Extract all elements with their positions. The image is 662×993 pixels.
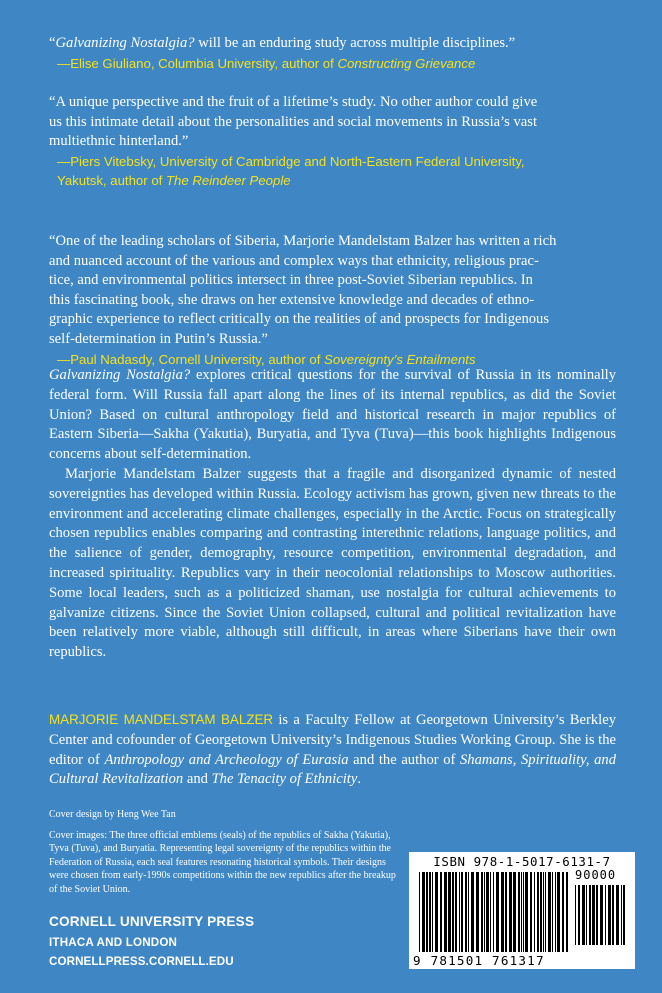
barcode-bar (600, 885, 603, 945)
barcode-bar (429, 872, 431, 952)
barcode-bars-icon (419, 872, 569, 952)
barcode-bar (509, 872, 512, 952)
barcode-bar (432, 872, 433, 952)
endorsement-2-line: “A unique perspective and the fruit of a lifetime’s study. No other author could give (49, 94, 538, 110)
barcode-bar (481, 872, 483, 952)
barcode-bar (562, 872, 564, 952)
barcode-bar (586, 885, 587, 945)
barcode-bar (530, 872, 532, 952)
endorsement-3-line: tice, and environmental politics intersect in three post-Soviet Siberian republics. In (49, 272, 533, 289)
barcode-bar (575, 885, 576, 945)
publisher-name: CORNELL UNIVERSITY PRESS (49, 914, 255, 929)
barcode-bar (589, 885, 591, 945)
author-name: MARJORIE MANDELSTAM BALZER (49, 712, 274, 727)
barcode-bar (501, 872, 504, 952)
barcode-bar (426, 872, 428, 952)
cover-design-credit: Cover design by Heng Wee Tan (49, 809, 176, 820)
endorsement-1 (49, 34, 629, 73)
endorsement-3-line: and nuanced account of the various and complex ways that ethnicity, religious prac- (49, 252, 539, 269)
endorsement-2 (49, 93, 629, 190)
barcode-bar (440, 872, 442, 952)
barcode-bar (596, 885, 598, 945)
barcode-bar (471, 872, 474, 952)
endorsement-3-attribution: —Paul Nadasdy, Cornell University, author of Sovereignty’s Entailments (57, 351, 476, 367)
barcode-digits: 9 781501 761317 (413, 953, 545, 968)
barcode-bar (476, 872, 479, 952)
endorsement-3 (49, 232, 629, 369)
barcode-bar (555, 872, 556, 952)
barcode-bar (540, 872, 542, 952)
barcode-bar (513, 872, 516, 952)
endorsement-3-line: “One of the leading scholars of Siberia, Marjorie Mandelstam Balzer has written a rich (49, 233, 557, 249)
barcode-bar (534, 872, 535, 952)
barcode-bar (465, 872, 467, 952)
barcode-bar (548, 872, 551, 952)
publisher-location: ITHACA AND LONDON (49, 936, 178, 949)
barcode-bar (557, 872, 560, 952)
barcode-bar (461, 872, 463, 952)
publisher-url: CORNELLPRESS.CORNELL.EDU (49, 955, 234, 968)
barcode-bar (518, 872, 520, 952)
barcode-bar (552, 872, 553, 952)
barcode-bar (545, 872, 546, 952)
barcode-bar (608, 885, 611, 945)
barcode-bar (543, 872, 544, 952)
barcode-bar (486, 872, 489, 952)
barcode-bar (455, 872, 457, 952)
endorsement-1-text: “Galvanizing Nostalgia? will be an enduring study across multiple disciplines.” (49, 35, 516, 51)
barcode-addon-bars-icon (575, 885, 627, 945)
barcode-bar (521, 872, 522, 952)
isbn-number: ISBN 978-1-5017-6131-7 (433, 854, 611, 869)
barcode-bar (459, 872, 460, 952)
barcode-bar (537, 872, 539, 952)
barcode-bar (484, 872, 485, 952)
barcode-bar (621, 885, 622, 945)
book-description (49, 366, 616, 663)
endorsement-1-attribution: —Elise Giuliano, Columbia University, author of Constructing Grievance (57, 55, 476, 71)
barcode-bar (493, 872, 494, 952)
barcode-bar (578, 885, 580, 945)
description-paragraph-1: Galvanizing Nostalgia? explores critical questions for the survival of Russia in its nominally federal form. Will Russia fall apart along the lines of its internal republics, as did the Soviet Union? Based on cultural anthropology field and historical research in major republics of Eastern Siberia—Sakha (Yakutia), Buryatia, and Tyva (Tuva)—this book highlights Indigenous concerns about self-determination. (49, 367, 616, 463)
barcode-bar (605, 885, 606, 945)
description-paragraph-2: Marjorie Mandelstam Balzer suggests that a fragile and disorganized dynamic of nested sovereignties has developed within Russia. Ecology activism has grown, given new threats to the environment and accelerating climate challenges, especially in the Arctic. Focus on strategically chosen republics enables comparing and contrasting interethnic relations, language politics, and the salience of gender, demography, resource competition, environmental degradation, and increased spirituality. Republics vary in their neocolonial relationships to Moscow authorities. Some local leaders, such as a politicized shaman, use nostalgia for cultural achievements to galvanize citizens. Since the Soviet Union collapsed, cultural and political revitalization have been relatively more viable, although still difficult, in areas where Siberians have their own republics. (49, 465, 617, 661)
cover-images-credit: Cover images: The three official emblems (seals) of the republics of Sakha (Yakutia), Tyva (Tuva), and Buryatia. Representing legal sovereignty of the republics within the Federation of Russia, each seal features resonating historical symbols. Their designs were chosen from early-1990s competitions within the new republics after the breakup of the Soviet Union. (49, 830, 396, 895)
endorsement-3-line: self-determination in Putin’s Russia.” (49, 330, 268, 347)
barcode-bar (623, 885, 625, 945)
barcode-bar (435, 872, 438, 952)
barcode-bar (523, 872, 524, 952)
barcode-bar (490, 872, 491, 952)
barcode-bar (525, 872, 528, 952)
endorsement-3-line: graphic experience to reflect critically on the realities of and prospects for Indigenous (49, 311, 550, 328)
barcode-bar (496, 872, 499, 952)
barcode-bar (422, 872, 425, 952)
endorsement-2-attribution: —Piers Vitebsky, University of Cambridge and North-Eastern Federal University, Yakutsk, author of The Reindeer People (57, 153, 525, 188)
endorsement-2-line: us this intimate detail about the personalities and social movements in Russia’s vast (49, 113, 537, 130)
barcode-bar (419, 872, 420, 952)
barcode-bar (452, 872, 454, 952)
barcode-bar (448, 872, 451, 952)
barcode-bar (566, 872, 568, 952)
barcode-bar (444, 872, 447, 952)
author-bio: MARJORIE MANDELSTAM BALZER is a Faculty Fellow at Georgetown University’s Berkley Center and cofounder of Georgetown University’s Indigenous Studies Working Group. She is the editor of Anthropology and Archeology of Eurasia and the author of Shamans, Spirituality, and Cultural Revitalization and The Tenacity of Ethnicity. (49, 712, 617, 788)
barcode-addon-digits: 90000 (575, 868, 617, 882)
barcode-bar (592, 885, 595, 945)
barcode-bar (612, 885, 614, 945)
endorsement-3-line: this fascinating book, she draws on her extensive knowledge and decades of ethno- (49, 291, 535, 308)
endorsement-2-line: multiethnic hinterland.” (49, 133, 189, 150)
barcode-bar (505, 872, 507, 952)
barcode-bar (468, 872, 469, 952)
barcode-bar (616, 885, 619, 945)
barcode-bar (582, 885, 585, 945)
isbn-barcode (409, 852, 635, 969)
